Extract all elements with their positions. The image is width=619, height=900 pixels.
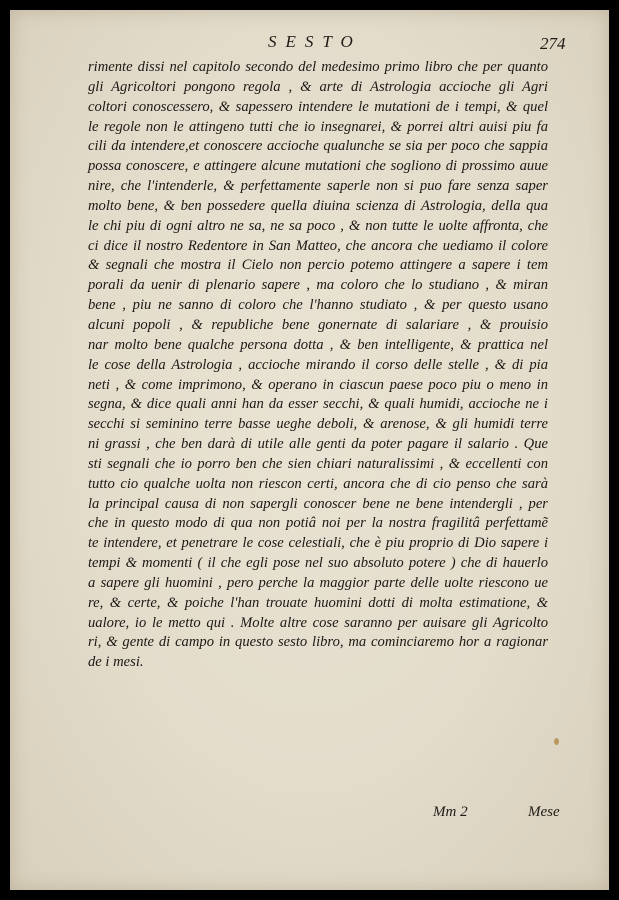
book-page [10, 10, 609, 890]
text-line: possa conoscere, e attingere alcune mutationi che sogliono di prossimo auue [88, 158, 548, 175]
signature-mark: Mm 2 [433, 804, 468, 820]
text-line: ri, & gente di campo in questo sesto libro, ma cominciaremo hor a ragionar [88, 634, 548, 651]
text-line: tutto cio qualche uolta non riescon certi, ancora che di cio penso che sarà [88, 475, 548, 492]
page-number: 274 [540, 34, 566, 53]
text-line: ualore, io le metto qui . Molte altre cose saranno per auisare gli Agricolto [88, 614, 548, 631]
text-line: la principal causa di non sapergli conoscer bene ne bene intendergli , per [88, 495, 548, 512]
text-line: le chi piu di ogni altro ne sa, ne sa poco , & non tutte le uolte affronta, che [88, 217, 548, 234]
text-line: ci dice il nostro Redentore in San Matteo, che ancora che uediamo il colore [88, 237, 548, 254]
text-line: tempi & momenti ( il che egli pose nel suo absoluto potere ) che di hauerlo [88, 555, 548, 572]
text-line: gli Agricoltori pongono regola , & arte di Astrologia accioche gli Agri [88, 78, 548, 95]
text-line: rimente dissi nel capitolo secondo del medesimo primo libro che per quanto [88, 59, 548, 75]
text-line: cili da intendere,et conoscere accioche qualunche se sia per poco che sappia [88, 138, 548, 155]
text-line: bene , piu ne sanno di coloro che l'hanno studiato , & per questo usano [88, 297, 548, 314]
text-line: coltori conoscessero, & sapessero intendere le mutationi de i tempi, & quel [88, 98, 548, 115]
body-text [88, 58, 548, 673]
text-line: nire, che l'intenderle, & perfettamente saperle non si puo fare senza saper [88, 178, 548, 195]
text-line: porali da uenir di plenario sapere , ma coloro che lo studiano , & miran [88, 277, 548, 294]
text-line: neti , & come imprimono, & operano in ciascun paese poco piu o meno in [88, 376, 548, 393]
catchword: Mese [528, 804, 560, 820]
text-line: sti segnali che io porro ben che sien chiari naturalissimi , & eccellenti con [88, 455, 548, 472]
running-title: SESTO [268, 32, 362, 51]
text-line: & segnali che mostra il Cielo non percio potemo attingere a sapere i tem [88, 257, 548, 274]
text-line: ni grassi , che ben darà di utile alle genti da poter pagare il salario . Que [88, 436, 548, 453]
text-line: segna, & dice quali anni han da esser secchi, & quali humidi, accioche ne i [88, 396, 548, 413]
text-line: che in questo modo di qua non potiâ noi per la nostra fragilitâ perfettamẽ [88, 515, 548, 532]
text-line: molto bene, & ben possedere quella diuina scienza di Astrologia, della qua [88, 197, 548, 214]
text-line: te intendere, et penetrare le cose celestiali, che è piu proprio di Dio sapere i [88, 535, 548, 552]
text-line: re, & certe, & poiche l'han trouate huomini dotti di molta estimatione, & [88, 594, 548, 611]
text-line: alcuni popoli , & republiche bene gonernate di salariare , & prouisio [88, 316, 548, 333]
text-line: le cose della Astrologia , accioche mirando il corso delle stelle , & di pia [88, 356, 548, 373]
text-line: de i mesi. [88, 654, 144, 671]
text-line: secchi si seminino terre basse ueghe deboli, & arenose, & gli humidi terre [88, 416, 548, 433]
text-line: le regole non le attingeno tutti che io insegnarei, & porrei altri auisi piu fa [88, 118, 548, 135]
text-line: a sapere gli huomini , pero perche la maggior parte delle uolte riescono ue [88, 574, 548, 591]
text-line: nar molto bene qualche persona dotta , & ben intelligente, & prattica nel [88, 336, 548, 353]
ink-stain [554, 738, 559, 745]
